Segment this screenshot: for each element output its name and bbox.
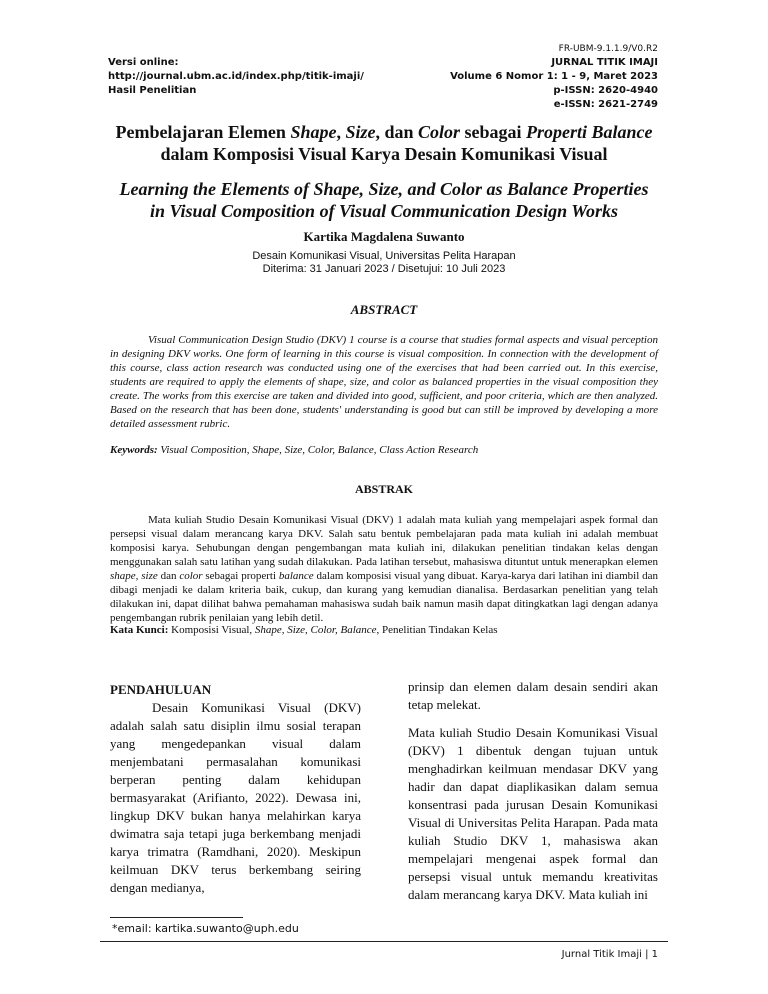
header-right (450, 42, 658, 112)
footer-divider (100, 941, 668, 942)
title-id-line-2: dalam Komposisi Visual Karya Desain Komunikasi Visual (160, 144, 608, 164)
abstrak-body: Mata kuliah Studio Desain Komunikasi Visual (DKV) 1 adalah mata kuliah yang mempelajari aspek formal dan persepsi visual dalam merancang karya DKV. Salah satu bentuk pembelajaran pada mata kuliah ini adalah membuat komposisi karya. Sehubungan dengan pengembangan mata kuliah ini, dilakukan penelitian tindakan kelas dengan menggunakan salah satu latihan yang sudah dilakukan. Pada latihan tersebut, mahasiswa dituntut untuk menerapkan elemen shape, size dan color sebagai properti balance dalam komposisi visual yang dibuat. Karya-karya dari latihan ini diambil dan dibagi menjadi ke dalam kriteria baik, cukup, dan kurang yang kemudian dianalisa. Berdasarkan penelitian yang telah dilakukan ini, dapat dilihat bahwa pemahaman mahasiswa sudah baik namun masih dapat ditingkatkan lagi dengan adanya pengembangan rubrik penilaian yang lebih detil. (110, 514, 658, 624)
journal-name: JURNAL TITIK IMAJI (551, 57, 658, 68)
footnote-email[interactable]: *email: kartika.suwanto@uph.edu (112, 922, 299, 935)
keywords-label: Keywords: (110, 444, 158, 456)
article-type: Hasil Penelitian (108, 85, 197, 96)
title-en-line-1: Learning the Elements of Shape, Size, and Color as Balance Properties (119, 179, 649, 199)
journal-url-link[interactable]: http://journal.ubm.ac.id/index.php/titik-imaji/ (108, 71, 364, 82)
right-column (408, 678, 658, 914)
section-heading: PENDAHULUAN (110, 682, 212, 697)
author-name: Kartika Magdalena Suwanto (303, 229, 465, 244)
abstrak-keywords: Kata Kunci: Komposisi Visual, Shape, Size, Color, Balance, Penelitian Tindakan Kelas (110, 624, 498, 636)
form-code: FR-UBM-9.1.1.9/V0.R2 (558, 44, 658, 54)
abstract-keywords (110, 443, 658, 457)
kata-kunci-label: Kata Kunci: (110, 624, 169, 636)
title-indonesian (100, 121, 668, 165)
e-issn: e-ISSN: 2621-2749 (553, 99, 658, 110)
version-label: Versi online: (108, 57, 179, 68)
footnote-divider (110, 917, 243, 918)
abstract-body: Visual Communication Design Studio (DKV) 1 course is a course that studies formal aspects and visual perception in designing DKV works. One form of learning in this course is visual composition. In connection with the development of this course, class action research was conducted using one of the exercises that had been carried out. In this exercise, students are required to apply the elements of shape, size, and color as balanced properties in the visual composition they create. The works from this exercise are taken and divided into good, sufficient, and poor criteria, which are then analyzed. Based on the research that has been done, students' understanding is good but can still be improved by developing a more detailed assessment rubric. (110, 334, 658, 430)
p-issn: p-ISSN: 2620-4940 (553, 85, 658, 96)
right-paragraph-2: Mata kuliah Studio Desain Komunikasi Visual (DKV) 1 dibentuk dengan tujuan untuk menghadirkan keilmuan mendasar DKV yang hadir dan dapat diaplikasikan dalam semua konsentrasi pada jurusan Desain Komunikasi Visual di Universitas Pelita Harapan. Pada mata kuliah Studio DKV 1, mahasiswa akan mempelajari mengenai aspek formal dan persepsi visual untuk memandu kreativitas dalam merancang karya DKV. Mata kuliah ini (408, 725, 658, 902)
title-english (100, 178, 668, 222)
abstrak-heading: ABSTRAK (354, 482, 413, 496)
keywords-text: Visual Composition, Shape, Size, Color, Balance, Class Action Research (157, 444, 479, 456)
submission-dates: Diterima: 31 Januari 2023 / Disetujui: 10 Juli 2023 (262, 263, 506, 275)
title-id-line-1: Pembelajaran Elemen Shape, Size, dan Color sebagai Properti Balance (115, 122, 653, 142)
abstract-heading: ABSTRACT (350, 302, 418, 317)
left-column (110, 681, 361, 897)
journal-volume: Volume 6 Nomor 1: 1 - 9, Maret 2023 (450, 71, 658, 82)
affiliation-block (100, 250, 668, 276)
header-left (108, 56, 364, 98)
right-paragraph-1: prinsip dan elemen dalam desain sendiri akan tetap melekat. (408, 679, 658, 712)
intro-paragraph: Desain Komunikasi Visual (DKV) adalah salah satu disiplin ilmu sosial terapan yang mengedepankan visual dalam menjembatani permasalahan komunikasi berperan penting dalam kehidupan bermasyarakat (Arifianto, 2022). Dewasa ini, lingkup DKV bukan hanya melahirkan karya dwimatra saja tetapi juga berkembang menjadi karya trimatra (Ramdhani, 2020). Meskipun keilmuan DKV terus berkembang seiring dengan medianya, (110, 700, 361, 895)
page-footer: Jurnal Titik Imaji | 1 (561, 949, 658, 960)
affiliation: Desain Komunikasi Visual, Universitas Pelita Harapan (252, 250, 516, 262)
title-en-line-2: in Visual Composition of Visual Communication Design Works (150, 201, 618, 221)
